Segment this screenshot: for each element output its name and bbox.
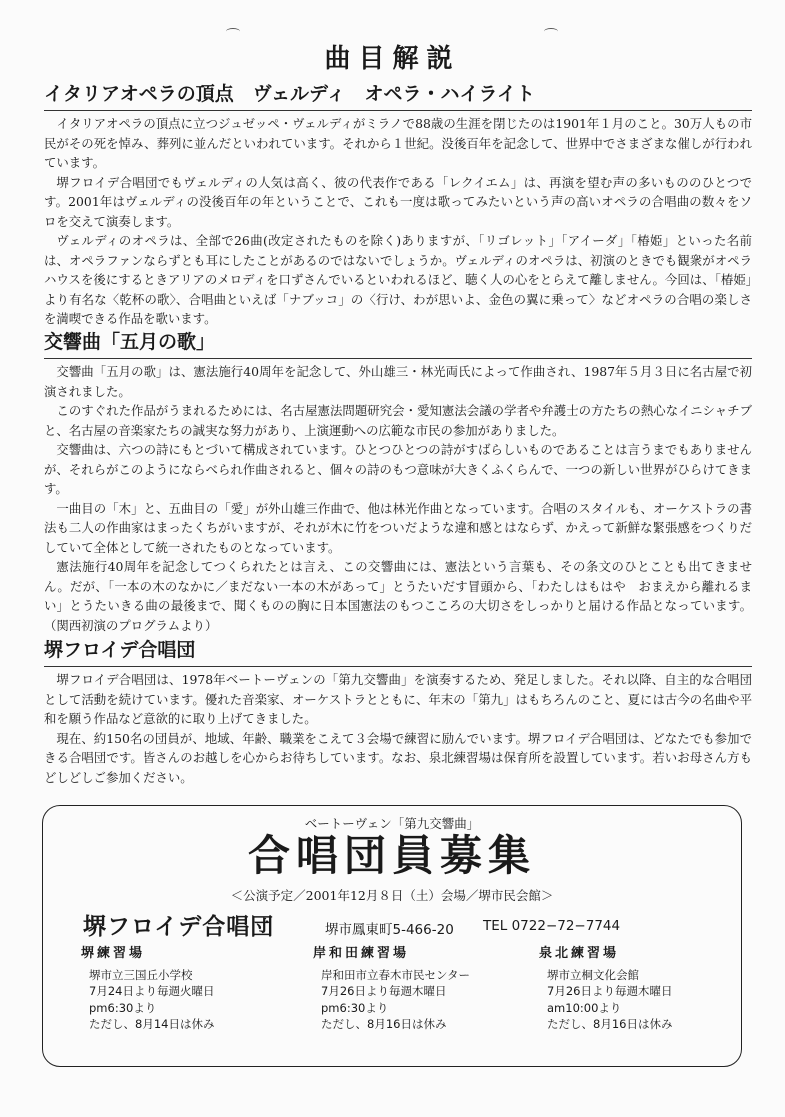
section-symphony	[44, 330, 752, 635]
choir-name: 堺フロイデ合唱団	[83, 914, 275, 940]
paragraph: イタリアオペラの頂点に立つジュゼッペ・ヴェルディがミラノで88歳の生涯を閉じたのは1901年１月のこと。30万人もの市民がその死を悼み、葬列に並んだといわれています。それから１世紀。没後百年を記念して、世界中でさまざまな催しが行われています。	[44, 116, 752, 170]
choir-address: 堺市鳳東町5-466-20	[325, 922, 454, 938]
performance-note: ＜公演予定／2001年12月８日（土）会場／堺市民会館＞	[230, 888, 554, 903]
site-name: 泉北練習場	[539, 946, 620, 961]
page-title: 曲目解説	[324, 44, 461, 74]
site-venue: 堺市立桐文化会館	[547, 967, 639, 982]
paragraph: このすぐれた作品がうまれるためには、名古屋憲法問題研究会・愛知憲法会議の学者や弁護士の方たちの熱心なイニシャチブと、名古屋の音楽家たちの誠実な努力があり、上演運動への広範な市民の参加がありました。	[44, 403, 752, 438]
section-verdi	[44, 82, 752, 329]
site-schedule: 7月26日より毎週木曜日	[547, 984, 673, 998]
site-exception: ただし、8月14日は休み	[89, 1017, 215, 1031]
section-heading: 堺フロイデ合唱団	[44, 638, 752, 667]
paragraph: 堺フロイデ合唱団は、1978年ベートーヴェンの「第九交響曲」を演奏するため、発足しました。それ以降、自主的な合唱団として活動を続けています。優れた音楽家、オーケストラとともに、年末の「第九」はもちろんのこと、夏には古今の名曲や平和を願う作品など意欲的に取り上げてきました。	[44, 672, 752, 726]
recruit-title: 合唱団員募集	[247, 831, 536, 880]
corner-mark	[544, 28, 558, 35]
site-exception: ただし、8月16日は休み	[321, 1017, 447, 1031]
recruitment-box	[42, 805, 742, 1067]
site-venue: 岸和田市立春木市民センター	[321, 967, 471, 982]
site-schedule: 7月26日より毎週木曜日	[321, 984, 447, 998]
choir-phone: TEL 0722−72−7744	[483, 918, 621, 934]
section-heading: 交響曲「五月の歌」	[44, 330, 752, 359]
practice-site-kishiwada	[313, 946, 523, 1033]
paragraph: 交響曲「五月の歌」は、憲法施行40周年を記念して、外山雄三・林光両氏によって作曲され、1987年５月３日に名古屋で初演されました。	[44, 364, 752, 399]
paragraph: 一曲目の「木」と、五曲目の「愛」が外山雄三作曲で、他は林光作曲となっています。合唱のスタイルも、オーケストラの書法も二人の作曲家はまったくちがいますが、それが木に竹をついだような違和感とはならず、かえって新鮮な緊張感をつくりだしていて全体として統一されたものとなっています。	[44, 500, 752, 555]
practice-site-sakai	[81, 946, 291, 1033]
site-schedule: 7月24日より毎週火曜日	[89, 984, 215, 998]
practice-site-senboku	[539, 946, 749, 1033]
recruit-subtitle: ベートーヴェン「第九交響曲」	[304, 816, 480, 831]
section-heading: イタリアオペラの頂点 ヴェルディ オペラ・ハイライト	[44, 82, 752, 111]
paragraph: 現在、約150名の団員が、地域、年齢、職業をこえて３会場で練習に励んでいます。堺フロイデ合唱団は、どなたでも参加できる合唱団です。皆さんのお越しを心からお待ちしています。なお、泉北練習場は保育所を設置しています。若いお母さん方もどしどしご参加ください。	[44, 730, 752, 785]
paragraph: 交響曲は、六つの詩にもとづいて構成されています。ひとつひとつの詩がすばらしいものであることは言うまでもありませんが、それらがこのようにならべられ作曲されると、個々の詩のもつ意味が大きくふくらんで、一つの新しい世界がひらけてきます。	[44, 442, 752, 496]
section-choir	[44, 638, 752, 787]
paragraph: ヴェルディのオペラは、全部で26曲(改定されたものを除く)ありますが、「リゴレット」「アイーダ」「椿姫」といった名前は、オペラファンならずとも耳にしたことがあるのではないでしょうか。ヴェルディのオペラは、初演のときでも観衆がオペラハウスを後にするときアリアのメロディを口ずさんでいるといわれるほど、聴く人の心をとらえて離しません。今回は、「椿姫」より有名な〈乾杯の歌〉、合唱曲といえば「ナブッコ」の〈行け、わが思いよ、金色の翼に乗って〉などオペラの合唱の楽しさを満喫できる作品を歌います。	[44, 233, 752, 326]
paragraph: 堺フロイデ合唱団でもヴェルディの人気は高く、彼の代表作である「レクイエム」は、再演を望む声の多いもののひとつです。2001年はヴェルディの没後百年の年ということで、これも一度は歌ってみたいという声の高いオペラの合唱曲の数々をソロを交えて演奏します。	[44, 174, 752, 229]
corner-mark	[226, 28, 240, 35]
site-time: am10:00より	[547, 1000, 622, 1015]
paragraph: 憲法施行40周年を記念してつくられたとは言え、この交響曲には、憲法という言葉も、その条文のひとことも出てきません。だが、「一本の木のなかに／まだない一本の木があって」とうたいだす冒頭から、「わたしはもはや おまえから離れるまい」とうたいきる曲の最後まで、聞くものの胸に日本国憲法のもつこころの大切さをしっかりと届ける作品となっています。（関西初演のプログラムより）	[44, 559, 752, 633]
site-time: pm6:30より	[89, 1000, 157, 1015]
site-venue: 堺市立三国丘小学校	[89, 967, 193, 982]
site-time: pm6:30より	[321, 1000, 389, 1015]
site-exception: ただし、8月16日は休み	[547, 1017, 673, 1031]
site-name: 堺練習場	[81, 946, 146, 961]
site-name: 岸和田練習場	[313, 946, 410, 961]
